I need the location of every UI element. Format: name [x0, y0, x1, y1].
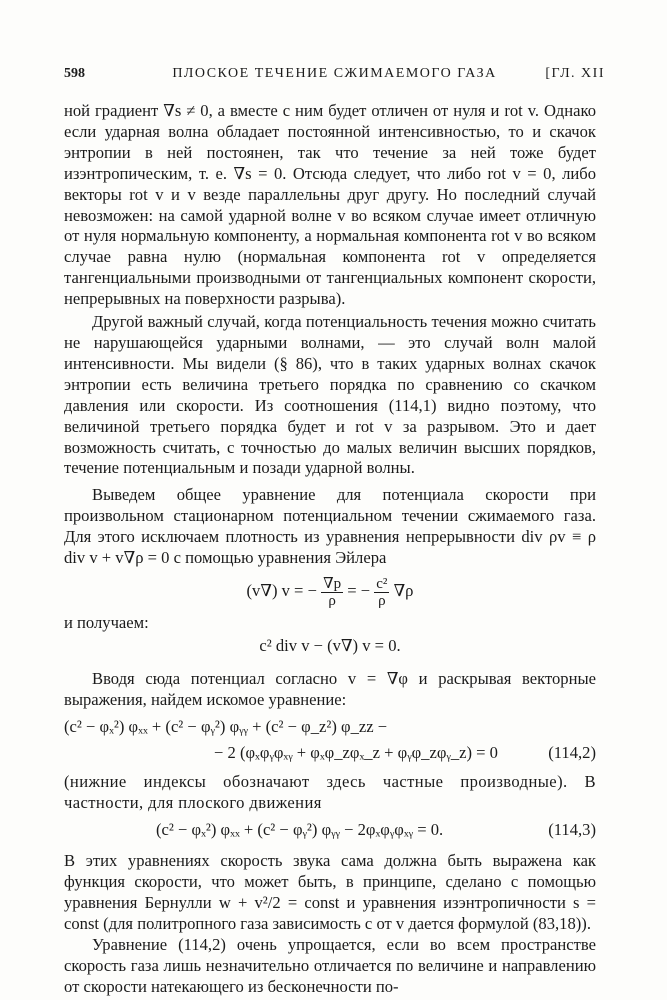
euler-rhs: ∇ρ	[393, 580, 414, 600]
page-number: 598	[64, 66, 85, 81]
equation-114-2-line1: (c² − φₓ²) φₓₓ + (c² − φᵧ²) φᵧᵧ + (c² − φ_z²) φ_zz −	[64, 716, 388, 736]
paragraph-4: и получаем:	[64, 612, 149, 632]
paragraph-7: В этих уравнениях скорость звука сама должна быть выражена как функция скорости, что может быть, в принципе, сделано с помощью уравнения Бернулли w + v²/2 = const и уравнения изэнтропичности s = const (для политропного газа зависимость c от v дается формулой (83,18)).	[64, 851, 596, 933]
paragraph-5: Вводя сюда потенциал согласно v = ∇φ и раскрывая векторные выражения, найдем искомое уравнение:	[64, 668, 596, 709]
equation-114-3	[64, 820, 596, 841]
fraction-grad-p-over-rho	[321, 576, 343, 609]
eq3-text: (c² − φₓ²) φₓₓ + (c² − φᵧ²) φᵧᵧ − 2φₓφᵧφₓᵧ = 0.	[156, 820, 444, 840]
running-title: ПЛОСКОЕ ТЕЧЕНИЕ СЖИМАЕМОГО ГАЗА	[172, 66, 497, 81]
paragraph-6: (нижние индексы обозначают здесь частные производные). В частности, для плоского движения	[64, 772, 596, 813]
equation-result: c² div v − (v∇) v = 0.	[259, 635, 401, 655]
paragraph-3: Выведем общее уравнение для потенциала скорости при произвольном стационарном потенциальном течении сжимаемого газа. Для этого исключаем плотность из уравнения непрерывности div ρv ≡ ρ div v + v∇ρ = 0 с помощью уравнения Эйлера	[64, 485, 596, 568]
equation-number-114-3: (114,3)	[548, 820, 596, 840]
euler-lhs: (v∇) v = −	[246, 580, 317, 600]
frac1-numerator: ∇p	[323, 575, 342, 592]
running-header	[64, 66, 605, 86]
frac2-numerator: c²	[376, 575, 388, 592]
eq2-line2-text: − 2 (φₓφᵧφₓᵧ + φₓφ_zφₓ_z + φᵧφ_zφᵧ_z) = 0	[214, 743, 498, 763]
frac1-denominator: ρ	[328, 592, 336, 609]
fraction-c2-over-rho	[374, 576, 389, 609]
paragraph-2: Другой важный случай, когда потенциальность течения можно считать не нарушающейся ударными волнами, — это случай волн малой интенсивности. Мы видели (§ 86), что в таких ударных волнах скачок энтропии есть величина третьего порядка по сравнению со скачком давления или скорости. Из соотношения (114,1) видно поэтому, что величиной третьего порядка будет и rot v за разрывом. Это и дает возможность считать, с точностью до малых величин высших порядков, течение потенциальным и позади ударной волны.	[64, 312, 596, 478]
paragraph-8: Уравнение (114,2) очень упрощается, если во всем пространстве скорость газа лишь незначительно отличается по величине и направлению от скорости натекающего из бесконечности по-	[64, 934, 596, 996]
paragraph-1: ной градиент ∇s ≠ 0, а вместе с ним будет отличен от нуля и rot v. Однако если ударная волна обладает постоянной интенсивностью, то и скачок энтропии в ней постоянен, так что течение за ней тоже будет изэнтропическим, т. е. ∇s = 0. Отсюда следует, что либо rot v = 0, либо векторы rot v и v везде параллельны друг другу. Но последний случай невозможен: на самой ударной волне v во всяком случае имеет отличную от нуля нормальную компоненту, а нормальная компонента rot v во всяком случае равна нулю (нормальная компонента rot v определяется тангенциальными производными от тангенциальных компонент скорости, непрерывных на поверхности разрыва).	[64, 101, 596, 309]
frac2-denominator: ρ	[378, 592, 386, 609]
chapter-label: [ГЛ. XII	[545, 66, 605, 81]
page-body	[64, 101, 596, 997]
equation-114-2-line2	[64, 743, 596, 764]
equation-number-114-2: (114,2)	[548, 743, 596, 763]
equation-euler	[64, 569, 596, 613]
euler-mid: = −	[347, 580, 371, 600]
